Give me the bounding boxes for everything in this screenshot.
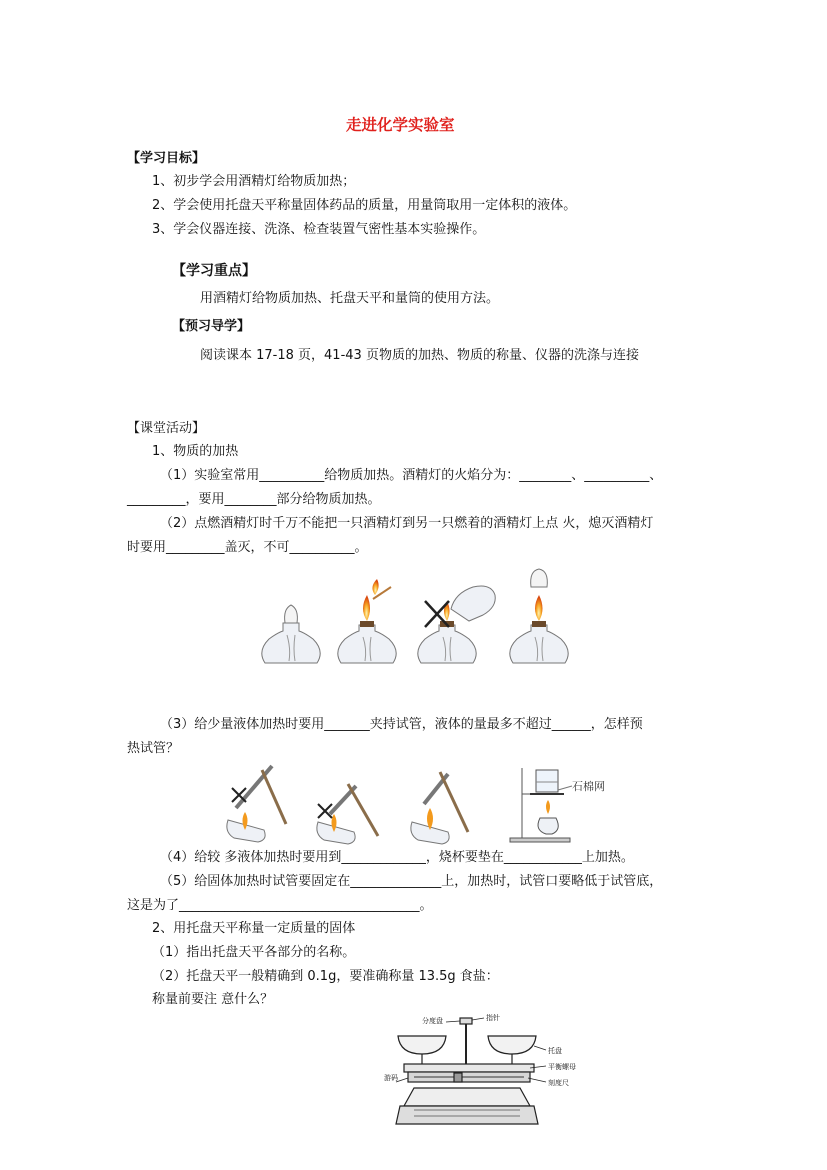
- ruler-label: 刻度尺: [548, 1079, 569, 1087]
- activity-heading: 【课堂活动】: [127, 421, 206, 436]
- question-3-line-1: （3）给少量液体加热时要用_______夹持试管，液体的量最多不超过______，怎样预: [160, 717, 643, 732]
- tray-balance-figure: [384, 1010, 584, 1128]
- preview-text: 阅读课本 17-18 页，41-43 页物质的加热、物质的称量、仪器的洗涤与连接: [200, 348, 639, 363]
- lamp-extinguish-image: [510, 569, 568, 663]
- alcohol-lamp-figure: [255, 565, 575, 675]
- objective-item-3: 3、学会仪器连接、洗涤、检查装置气密性基本实验操作。: [152, 222, 486, 237]
- preview-heading: 【预习导学】: [172, 319, 251, 334]
- test-tube-heating-figure: [218, 760, 618, 846]
- asbestos-gauze-label: 石棉网: [572, 780, 605, 793]
- question-2-line-2: 时要用_________盖灭，不可__________。: [127, 540, 368, 555]
- question-4: （4）给较 多液体加热时要用到_____________，烧杯要垫在____________上加热。: [160, 850, 634, 865]
- objective-item-1: 1、初步学会用酒精灯给物质加热；: [152, 174, 356, 189]
- question-1-line-2: _________，要用________部分给物质加热。: [127, 492, 381, 507]
- scale-plate-label: 分度盘: [422, 1017, 443, 1025]
- key-points-heading: 【学习重点】: [172, 263, 256, 279]
- objective-item-2: 2、学会使用托盘天平称量固体药品的质量，用量筒取用一定体积的液体。: [152, 198, 577, 213]
- tube-wrong-2-image: [317, 784, 378, 844]
- key-points-text: 用酒精灯给物质加热、托盘天平和量筒的使用方法。: [200, 291, 500, 306]
- pointer-label: 指针: [486, 1014, 500, 1022]
- section-2-title: 2、用托盘天平称量一定质量的固体: [152, 921, 356, 936]
- lamp-lit-image: [338, 579, 396, 663]
- section-1-title: 1、物质的加热: [152, 444, 239, 459]
- lamp-wrong-image: [418, 586, 495, 663]
- question-2-line-1: （2）点燃酒精灯时千万不能把一只酒精灯到另一只燃着的酒精灯上点 火，熄灭酒精灯: [160, 516, 654, 531]
- question-5-line-1: （5）给固体加热时试管要固定在______________上，加热时，试管口要略低于试管底，: [160, 874, 663, 889]
- tube-wrong-1-image: [227, 766, 286, 842]
- objectives-heading: 【学习目标】: [127, 151, 206, 166]
- balance-question-2: （2）托盘天平一般精确到 0.1g，要准确称量 13.5g 食盐：: [152, 969, 499, 984]
- balance-nut-label: 平衡螺母: [548, 1063, 576, 1071]
- stand-beaker-image: [510, 768, 572, 842]
- page-title: 走进化学实验室: [346, 116, 455, 134]
- question-3-line-2: 热试管？: [127, 741, 180, 756]
- balance-question-1: （1）指出托盘天平各部分的名称。: [152, 945, 356, 960]
- lamp-capped-image: [262, 605, 320, 663]
- question-5-line-2: 这是为了_____________________________________。: [127, 898, 433, 913]
- tube-correct-image: [411, 772, 468, 844]
- rider-label: 游码: [384, 1074, 398, 1082]
- question-1-line-1: （1）实验室常用__________给物质加热。酒精灯的火焰分为：________、__________、: [160, 468, 663, 483]
- balance-question-3: 称量前要注 意什么？: [152, 992, 274, 1007]
- pan-label: 托盘: [548, 1047, 562, 1055]
